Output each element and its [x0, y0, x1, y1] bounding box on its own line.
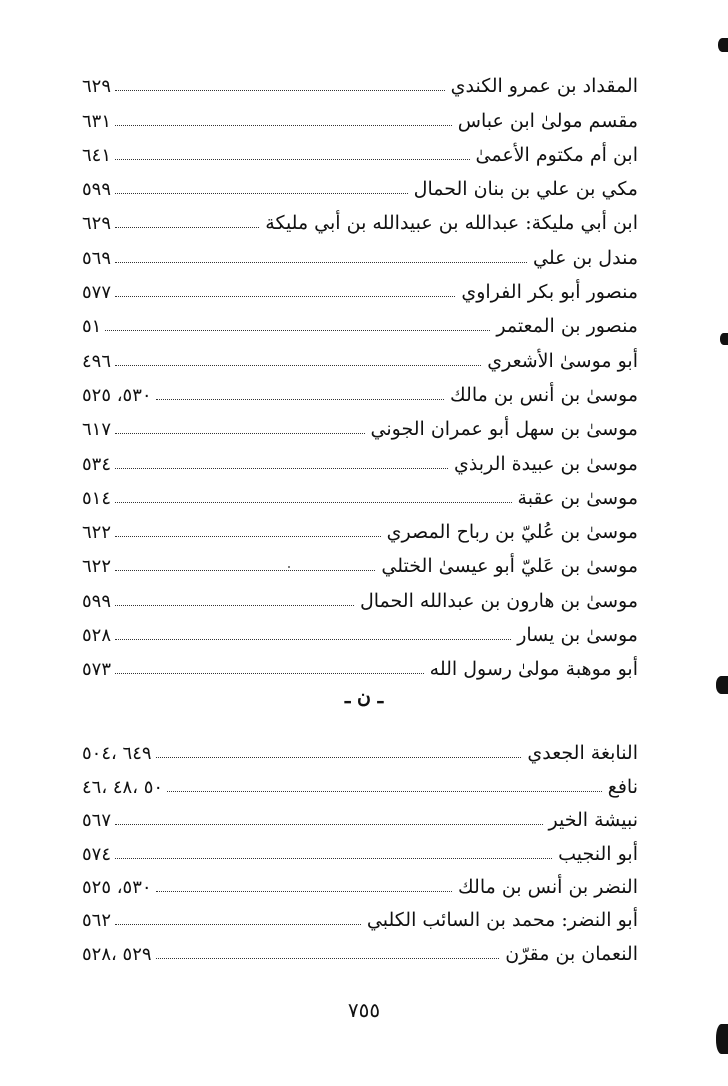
- scan-edge-mark: [716, 676, 728, 694]
- index-entry: [82, 165, 638, 199]
- index-entry: [82, 336, 638, 370]
- dot-leader: [115, 296, 455, 297]
- entry-pages: ٦٢٢: [82, 556, 112, 578]
- entry-pages: ٦٢٩: [82, 213, 112, 235]
- index-entry: [82, 930, 638, 963]
- entry-name: النضر بن أنس بن مالك: [458, 875, 638, 898]
- index-entry: [82, 897, 638, 930]
- dot-leader: [115, 159, 470, 160]
- index-entry: [82, 730, 638, 763]
- entry-name: موسىٰ بن عبيدة الربذي: [453, 452, 638, 475]
- index-entry: [82, 62, 638, 96]
- index-entry: [82, 763, 638, 796]
- dot-leader: [115, 125, 452, 126]
- index-entry: [82, 576, 638, 610]
- scan-edge-mark: [720, 333, 728, 345]
- entry-name: مندل بن علي: [533, 246, 638, 269]
- dot-leader: [115, 365, 481, 366]
- dot-leader: [115, 227, 259, 228]
- scan-edge-mark: [718, 38, 728, 52]
- page-number: ٧٥٥: [347, 998, 381, 1022]
- dot-leader: [115, 468, 448, 469]
- entry-name: أبو النضر: محمد بن السائب الكلبي: [366, 909, 638, 932]
- entry-name: أبو النجيب: [558, 842, 638, 865]
- index-entry: [82, 302, 638, 336]
- entry-pages: ٥٣٤: [82, 453, 112, 475]
- entry-pages: ٥٠ ،٤٨ ،٤٦: [82, 776, 164, 798]
- entry-pages: ٥١: [82, 316, 102, 338]
- entry-pages: ٥٧٤: [82, 843, 112, 865]
- entry-name: مقسم مولىٰ ابن عباس: [457, 109, 638, 132]
- entry-pages: ٦٣١: [82, 110, 112, 132]
- dot-leader: [115, 193, 408, 194]
- index-list-part2: [82, 730, 638, 964]
- index-list-part1: [82, 62, 638, 679]
- dot-leader: [115, 924, 361, 925]
- entry-pages: ٦٤٩ ،٥٠٤: [82, 743, 152, 765]
- index-entry: [82, 474, 638, 508]
- index-entry: [82, 542, 638, 576]
- dot-leader: [156, 891, 452, 892]
- index-entry: [82, 508, 638, 542]
- index-entry: [82, 199, 638, 233]
- entry-name: موسىٰ بن أنس بن مالك: [450, 383, 638, 406]
- dot-leader: [105, 330, 490, 331]
- dot-leader: [167, 791, 602, 792]
- index-entry: [82, 864, 638, 897]
- dot-leader: [115, 605, 354, 606]
- entry-name: نبيشة الخير: [548, 809, 638, 832]
- entry-name: موسىٰ بن عقبة: [517, 486, 638, 509]
- entry-pages: ٥٦٢: [82, 910, 112, 932]
- dot-leader: [156, 399, 444, 400]
- dot-leader: [115, 502, 512, 503]
- index-entry: [82, 233, 638, 267]
- index-entry: [82, 268, 638, 302]
- entry-pages: ٦٢٩: [82, 76, 112, 98]
- dot-leader: [115, 570, 375, 571]
- entry-name: موسىٰ بن عُليّ بن رباح المصري: [386, 521, 638, 544]
- entry-name: النعمان بن مقرّن: [505, 942, 638, 965]
- index-entry: [82, 645, 638, 679]
- entry-pages: ٥٦٩: [82, 247, 112, 269]
- entry-name: مكي بن علي بن بنان الحمال: [413, 178, 638, 201]
- index-entry: [82, 797, 638, 830]
- entry-pages: ٤٩٦: [82, 350, 112, 372]
- entry-name: منصور أبو بكر الفراوي: [461, 281, 638, 304]
- dot-leader: [115, 536, 381, 537]
- section-heading: ـ ن ـ: [344, 686, 384, 708]
- entry-name: ابن أم مكتوم الأعمىٰ: [475, 143, 638, 166]
- dot-leader: [115, 433, 365, 434]
- dot-leader: [115, 858, 552, 859]
- entry-name: موسىٰ بن سهل أبو عمران الجوني: [370, 418, 638, 441]
- index-entry: [82, 131, 638, 165]
- entry-name: النابغة الجعدي: [527, 742, 638, 765]
- entry-pages: ٦١٧: [82, 419, 112, 441]
- scan-speck: [288, 566, 290, 568]
- index-entry: [82, 439, 638, 473]
- entry-pages: ٥١٤: [82, 487, 112, 509]
- entry-name: أبو موهبة مولىٰ رسول الله: [429, 658, 638, 681]
- entry-pages: ٦٢٢: [82, 522, 112, 544]
- entry-pages: ٥٣٠، ٥٢٥: [82, 876, 152, 898]
- entry-name: ابن أبي مليكة: عبدالله بن عبيدالله بن أبي مليكة: [265, 212, 638, 235]
- index-entry: [82, 611, 638, 645]
- entry-pages: ٦٤١: [82, 144, 112, 166]
- dot-leader: [156, 757, 522, 758]
- entry-name: منصور بن المعتمر: [496, 315, 638, 338]
- entry-pages: ٥٩٩: [82, 590, 112, 612]
- entry-name: أبو موسىٰ الأشعري: [487, 349, 638, 372]
- entry-pages: ٥٣٠، ٥٢٥: [82, 384, 152, 406]
- entry-pages: ٥٢٨: [82, 625, 112, 647]
- entry-pages: ٥٩٩: [82, 179, 112, 201]
- entry-name: موسىٰ بن يسار: [517, 624, 638, 647]
- entry-name: المقداد بن عمرو الكندي: [450, 75, 638, 98]
- entry-name: نافع: [607, 775, 638, 798]
- index-entry: [82, 371, 638, 405]
- dot-leader: [115, 262, 527, 263]
- dot-leader: [115, 824, 543, 825]
- index-entry: [82, 405, 638, 439]
- index-entry: [82, 96, 638, 130]
- scan-edge-mark: [716, 1024, 728, 1054]
- dot-leader: [115, 639, 511, 640]
- index-entry: [82, 830, 638, 863]
- entry-pages: ٥٧٣: [82, 659, 112, 681]
- dot-leader: [156, 958, 500, 959]
- entry-name: موسىٰ بن عَليّ أبو عيسىٰ الختلي: [381, 555, 638, 578]
- entry-pages: ٥٦٧: [82, 810, 112, 832]
- entry-name: موسىٰ بن هارون بن عبدالله الحمال: [359, 589, 638, 612]
- entry-pages: ٥٧٧: [82, 282, 112, 304]
- entry-pages: ٥٢٩ ،٥٢٨: [82, 943, 152, 965]
- dot-leader: [115, 90, 445, 91]
- dot-leader: [115, 673, 424, 674]
